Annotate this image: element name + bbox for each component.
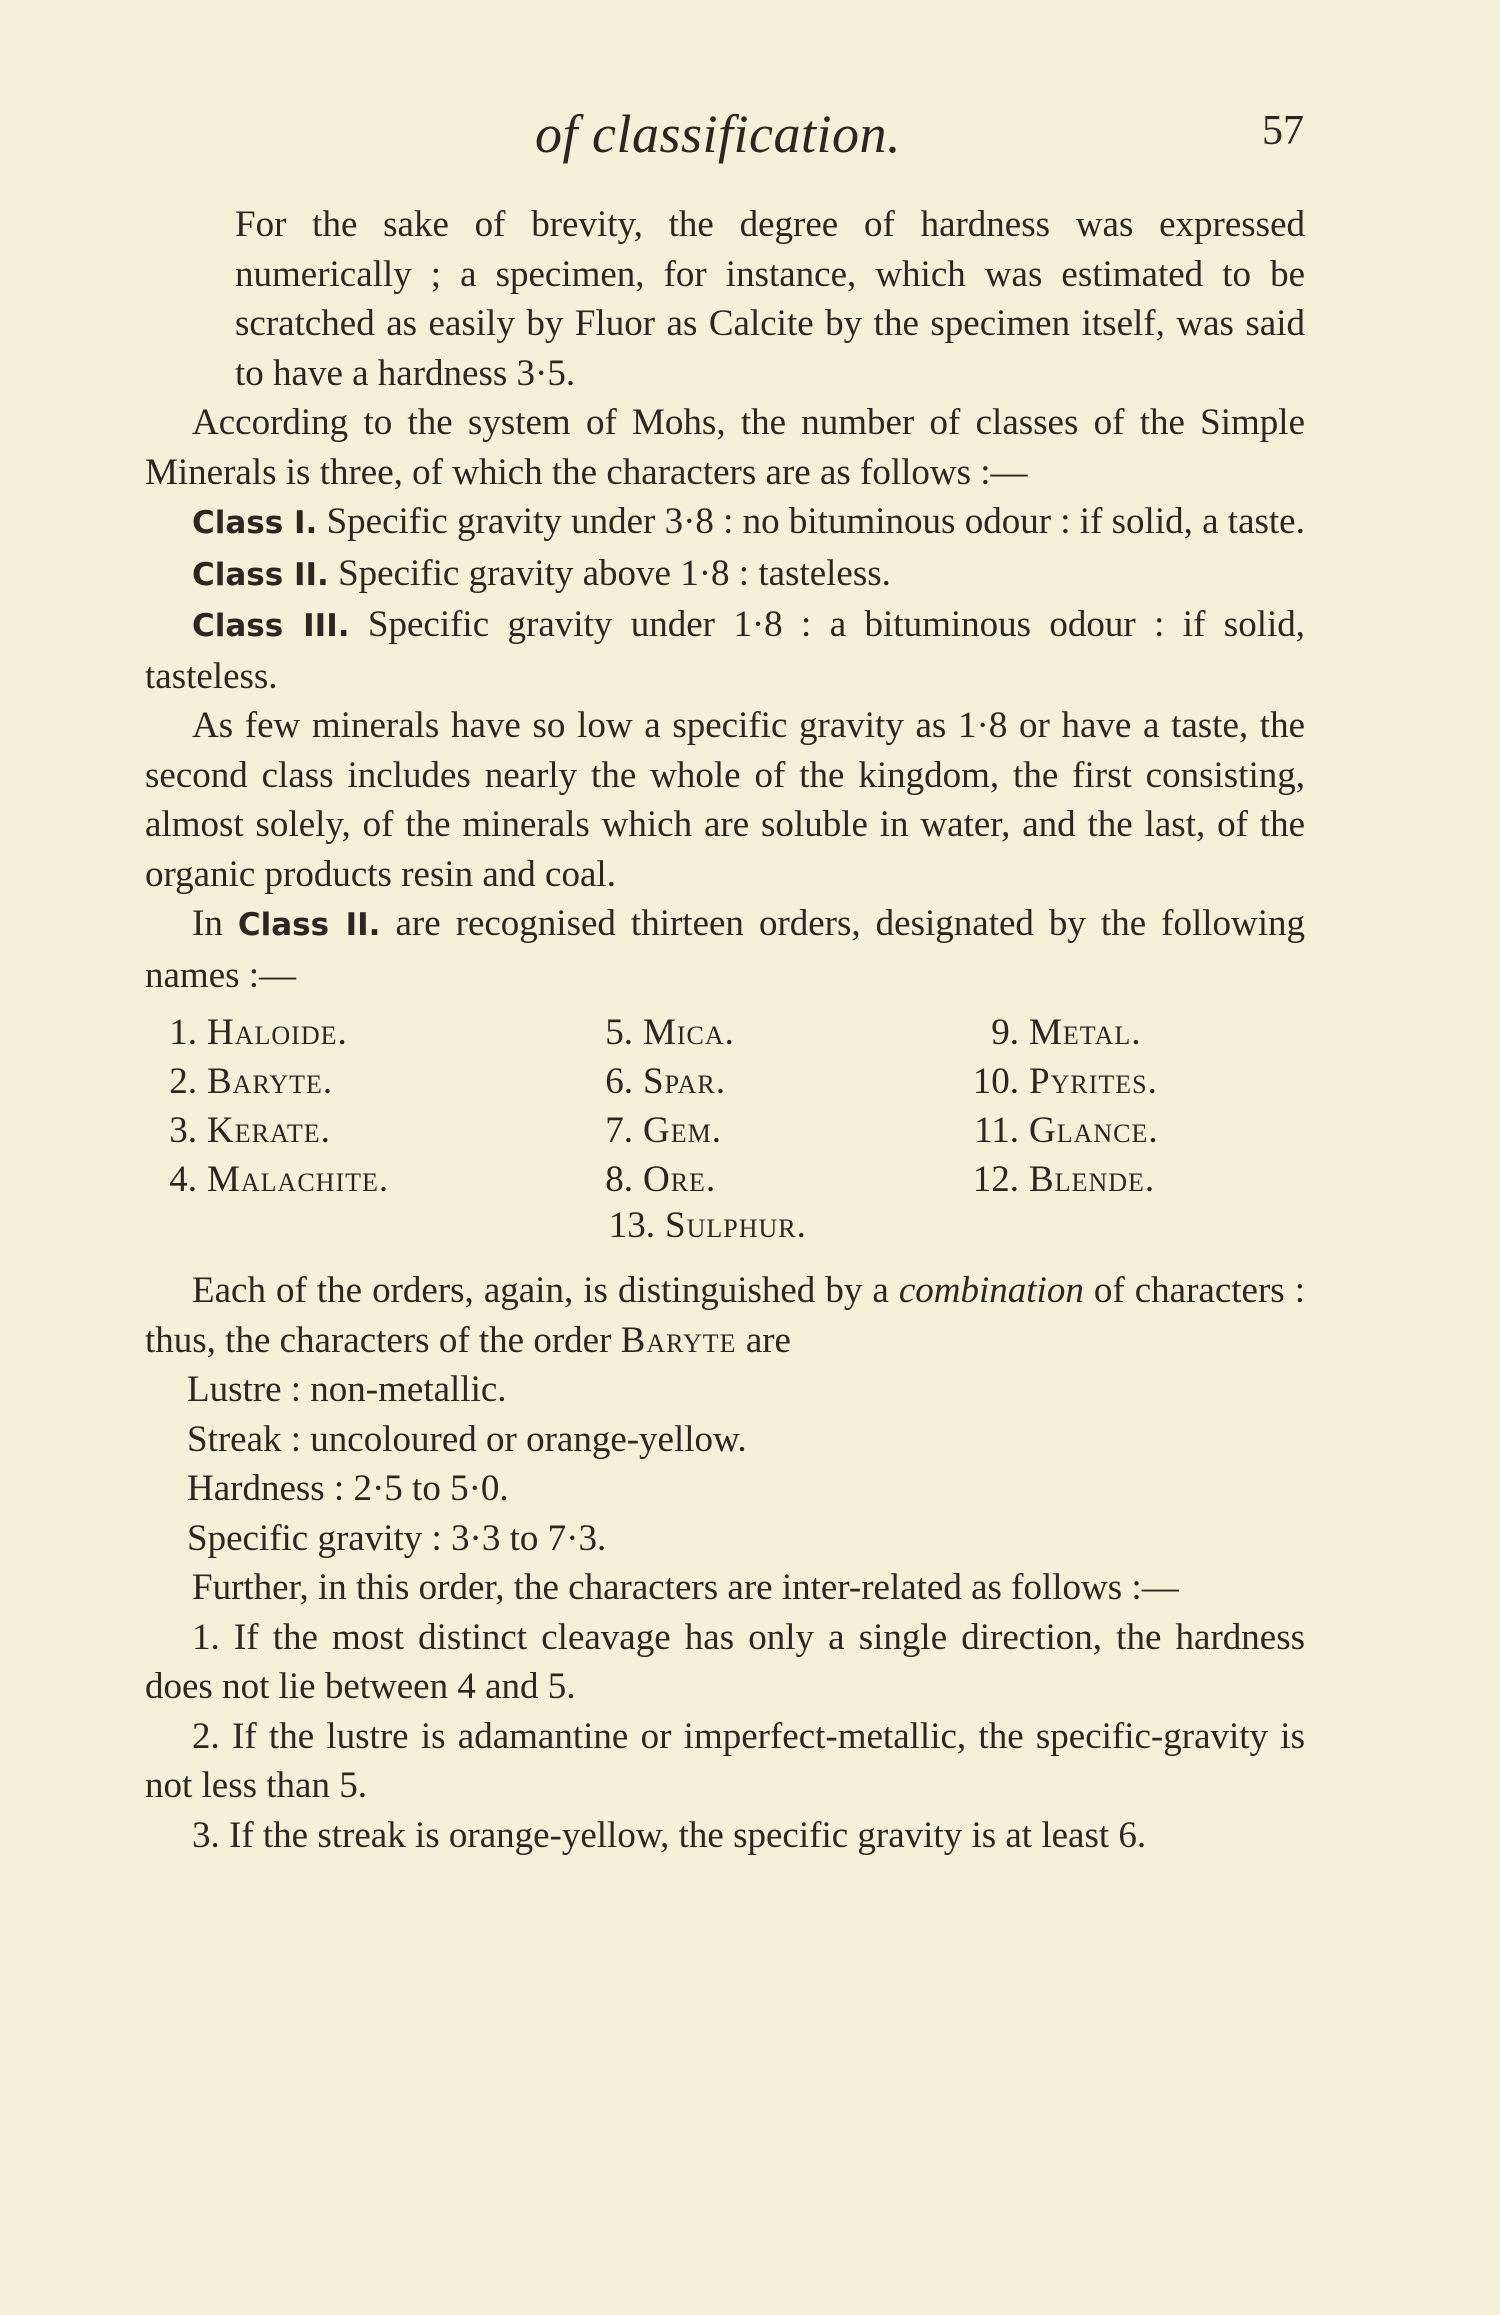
- class-text: Specific gravity under 3·8 : no bituminous odour : if solid, a taste.: [326, 501, 1305, 542]
- order-name: Metal.: [1029, 1012, 1142, 1053]
- order-name: Sulphur.: [665, 1205, 807, 1246]
- order-number: 8.: [605, 1159, 633, 1200]
- order-name: Haloide.: [207, 1012, 348, 1053]
- order-number: 6.: [605, 1061, 633, 1102]
- order-item: [967, 1057, 1158, 1107]
- character-line: Lustre : non-metallic.: [187, 1369, 507, 1410]
- order-number: 4.: [169, 1159, 197, 1200]
- paragraph-further: Further, in this order, the characters are inter-related as follows :—: [192, 1567, 1179, 1608]
- order-item: [967, 1008, 1142, 1058]
- class-definition-3: [145, 600, 1305, 701]
- emphasis: combination: [898, 1270, 1084, 1311]
- class-definition-2: [145, 549, 1305, 601]
- order-item: [145, 1155, 389, 1205]
- order-name: Pyrites.: [1029, 1061, 1158, 1102]
- order-item: [581, 1106, 722, 1156]
- rule-item: 2. If the lustre is adamantine or imperfect-metallic, the specific-gravity is not less than 5.: [145, 1715, 1305, 1806]
- order-number: 9.: [991, 1012, 1019, 1053]
- order-name: Ore.: [643, 1159, 717, 1200]
- order-name: Mica.: [643, 1012, 735, 1053]
- order-name: Baryte.: [207, 1061, 334, 1102]
- order-number: 1.: [169, 1012, 197, 1053]
- paragraph-few-minerals: As few minerals have so low a specific gravity as 1·8 or have a taste, the second class includes nearly the whole of the kingdom, the first consisting, almost solely, of the minerals which are soluble in water, and the last, of the organic products resin and coal.: [145, 705, 1305, 895]
- paragraph-mohs-intro: According to the system of Mohs, the number of classes of the Simple Minerals is three, of which the characters are as follows :—: [145, 402, 1305, 493]
- order-name: Blende.: [1029, 1159, 1156, 1200]
- order-number: 11.: [974, 1110, 1019, 1151]
- order-item: [581, 1057, 726, 1107]
- order-number: 2.: [169, 1061, 197, 1102]
- text-run: of characters : thus, the characters of the order: [145, 1270, 1306, 1361]
- class-label: Class I.: [192, 505, 318, 541]
- class-label: Class II.: [192, 556, 329, 593]
- order-name: Malachite.: [207, 1159, 390, 1200]
- order-item: [145, 1106, 331, 1156]
- class-definition-1: [145, 497, 1305, 549]
- order-item: [603, 1201, 807, 1251]
- order-number: 13.: [608, 1205, 655, 1246]
- order-name: Kerate.: [207, 1110, 331, 1151]
- class-text: Specific gravity under 1·8 : a bituminous odour : if solid, tasteless.: [145, 604, 1305, 697]
- order-name: Spar.: [643, 1061, 727, 1102]
- page-body: [145, 200, 1305, 1860]
- order-number: 3.: [169, 1110, 197, 1151]
- paragraph-brevity: For the sake of brevity, the degree of hardness was expressed numerically ; a specimen, for instance, which was estimated to be scratched as easily by Fluor as Calcite by the specimen itself, was said to have a hardness 3·5.: [235, 204, 1305, 394]
- order-name: Baryte: [620, 1319, 737, 1361]
- text-run: Each of the orders, again, is distinguished by a: [192, 1270, 889, 1311]
- character-line: Specific gravity : 3·3 to 7·3.: [187, 1517, 607, 1559]
- character-line: Hardness : 2·5 to 5·0.: [187, 1468, 509, 1509]
- order-number: 7.: [605, 1110, 633, 1151]
- order-item: [967, 1106, 1159, 1156]
- order-item: [145, 1008, 348, 1058]
- paragraph-class-ii-orders: [145, 899, 1305, 1000]
- class-label: Class III.: [192, 608, 350, 644]
- paragraph-each-order: [145, 1266, 1305, 1365]
- class-text: Specific gravity above 1·8 : tasteless.: [338, 552, 891, 594]
- rule-item: 3. If the streak is orange-yellow, the specific gravity is at least 6.: [192, 1814, 1147, 1856]
- order-number: 5.: [605, 1012, 633, 1053]
- character-line: Streak : uncoloured or orange-yellow.: [187, 1418, 747, 1460]
- order-name: Glance.: [1029, 1110, 1159, 1151]
- order-item: [967, 1155, 1155, 1205]
- text-run: are recognised thirteen orders, designated by the following names :—: [145, 903, 1306, 996]
- text-run: In: [192, 903, 223, 944]
- class-label: Class II.: [237, 907, 381, 943]
- order-number: 10.: [972, 1061, 1019, 1102]
- order-item: [581, 1155, 716, 1205]
- order-item: [145, 1057, 333, 1107]
- orders-list: [145, 1008, 1305, 1246]
- page-number: 57: [1262, 108, 1304, 154]
- text-run: are: [745, 1319, 791, 1361]
- order-name: Gem.: [643, 1110, 722, 1151]
- order-number: 12.: [972, 1159, 1019, 1200]
- rule-item: 1. If the most distinct cleavage has only a single direction, the hardness does not lie between 4 and 5.: [145, 1616, 1305, 1707]
- order-item: [581, 1008, 735, 1058]
- running-title: of classification.: [535, 104, 901, 164]
